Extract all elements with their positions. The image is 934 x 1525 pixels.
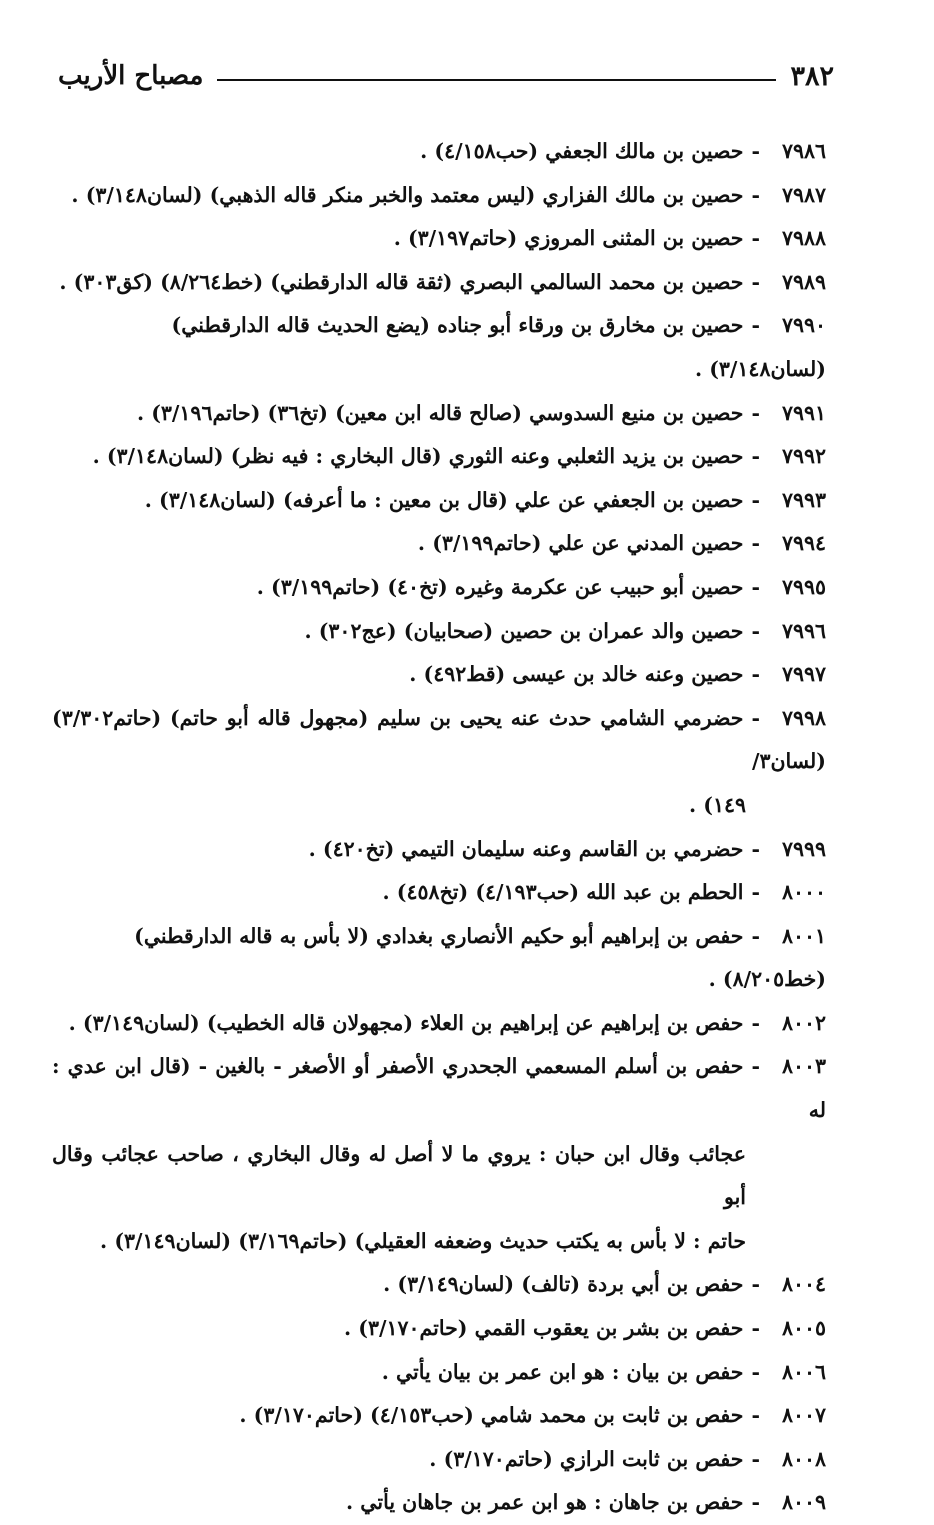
- entry-text: الحطم بن عبد الله (حب٤/١٩٣) (تخ٤٥٨) .: [382, 880, 744, 905]
- entry-7993: [52, 479, 826, 523]
- entry-dash: -: [751, 923, 760, 948]
- entry-text: حفص بن أسلم المسعمي الجحدري الأصفر أو الأصغر - بالغين - (قال ابن عدي : له: [52, 1054, 826, 1123]
- page-number: ٣٨٢: [790, 60, 834, 92]
- entry-number: ٧٩٩٢: [781, 444, 826, 469]
- entry-dash: -: [751, 1272, 760, 1297]
- entry-number: ٨٠٠٨: [781, 1446, 826, 1471]
- entry-continuation: ١٤٩) .: [688, 792, 746, 817]
- entry-dash: -: [751, 1446, 760, 1471]
- entry-text: حصين بن الجعفي عن علي (قال بن معين : ما أعرفه) (لسان٣/١٤٨) .: [144, 487, 744, 512]
- entry-text: حصين بن مالك الفزاري (ليس معتمد والخبر منكر قاله الذهبي) (لسان٣/١٤٨) .: [71, 182, 744, 207]
- entry-list: [52, 130, 826, 1525]
- entry-text: حفص بن أبي بردة (تالف) (لسان٣/١٤٩) .: [383, 1272, 744, 1297]
- entry-text: حصين بن المثنى المروزي (حاتم٣/١٩٧) .: [393, 226, 744, 251]
- entry-number: ٧٩٩٣: [781, 487, 826, 512]
- entry-7995: [52, 566, 826, 610]
- entry-8004: [52, 1263, 826, 1307]
- entry-text: حصين بن منيع السدوسي (صالح قاله ابن معين) (تخ٣٦) (حاتم٣/١٩٦) .: [136, 400, 744, 425]
- entry-7996: [52, 610, 826, 654]
- entry-number: ٧٩٨٧: [781, 182, 826, 207]
- entry-number: ٧٩٩٤: [781, 531, 826, 556]
- entry-continuation: عجائب وقال ابن حبان : يروي ما لا أصل له وقال البخاري ، صاحب عجائب وقال أبو: [52, 1141, 746, 1210]
- entry-8001: [52, 915, 826, 1002]
- entry-text: حصين بن مخارق بن ورقاء أبو جناده (يضع الحديث قاله الدارقطني) (لسان٣/١٤٨) .: [171, 313, 826, 381]
- entry-text: حضرمي الشامي حدث عنه يحيى بن سليم (مجهول قاله أبو حاتم) (حاتم٣/٣٠٢) (لسان٣/: [52, 705, 826, 774]
- entry-text: حضرمي بن القاسم وعنه سليمان التيمي (تخ٤٢٠) .: [308, 836, 744, 861]
- entry-text: حصين وعنه خالد بن عيسى (قط٤٩٢) .: [409, 662, 744, 687]
- entry-7988: [52, 217, 826, 261]
- entry-number: ٧٩٨٩: [781, 269, 826, 294]
- entry-text: حفص بن ثابت بن محمد شامي (حب٤/١٥٣) (حاتم٣/١٧٠) .: [239, 1403, 744, 1428]
- header-rule: [217, 79, 776, 81]
- entry-dash: -: [751, 139, 760, 163]
- book-title: مصباح الأريب: [58, 61, 204, 91]
- entry-8005: [52, 1307, 826, 1351]
- entry-7997: [52, 653, 826, 697]
- entry-number: ٨٠٠٣: [781, 1054, 826, 1079]
- entry-text: حفص بن إبراهيم أبو حكيم الأنصاري بغدادي (لا بأس به قاله الدارقطني) (خط٨/٢٠٥) .: [134, 923, 826, 992]
- entry-number: ٧٩٩٠: [781, 313, 826, 338]
- entry-number: ٨٠٠٤: [781, 1272, 826, 1297]
- entry-text: حفص بن إبراهيم عن إبراهيم بن العلاء (مجهولان قاله الخطيب) (لسان٣/١٤٩) .: [68, 1010, 744, 1035]
- entry-dash: -: [751, 269, 760, 294]
- entry-8009: [52, 1481, 826, 1525]
- entry-dash: -: [751, 1490, 760, 1515]
- entry-dash: -: [751, 880, 760, 905]
- entry-number: ٧٩٩٧: [781, 662, 826, 687]
- entry-number: ٧٩٨٦: [781, 139, 826, 163]
- entry-8007: [52, 1394, 826, 1438]
- entry-8000: [52, 871, 826, 915]
- entry-number: ٧٩٩٥: [781, 574, 826, 599]
- entry-8006: [52, 1351, 826, 1395]
- entry-dash: -: [751, 444, 760, 469]
- entry-number: ٨٠٠٧: [781, 1403, 826, 1428]
- entry-dash: -: [751, 836, 760, 861]
- entry-dash: -: [751, 618, 760, 643]
- entry-continuation: حاتم : لا بأس به يكتب حديث وضعفه العقيلي) (حاتم٣/١٦٩) (لسان٣/١٤٩) .: [100, 1228, 746, 1253]
- entry-text: حصين أبو حبيب عن عكرمة وغيره (تخ٤٠) (حاتم٣/١٩٩) .: [256, 574, 744, 599]
- entry-text: حصين المدني عن علي (حاتم٣/١٩٩) .: [417, 531, 744, 556]
- entry-text: حفص بن بشر بن يعقوب القمي (حاتم٣/١٧٠) .: [343, 1316, 744, 1341]
- entry-number: ٨٠٠٥: [781, 1316, 826, 1341]
- entry-number: ٧٩٩١: [781, 400, 826, 425]
- entry-text: حفص بن بيان : هو ابن عمر بن بيان يأتي .: [381, 1359, 744, 1384]
- entry-text: حفص بن جاهان : هو ابن عمر بن جاهان يأتي .: [346, 1490, 744, 1515]
- entry-number: ٨٠٠٦: [781, 1359, 826, 1384]
- entry-dash: -: [751, 531, 760, 556]
- entry-number: ٨٠٠١: [781, 923, 826, 948]
- entry-text: حصين والد عمران بن حصين (صحابيان) (عج٣٠٢) .: [304, 618, 744, 643]
- entry-7999: [52, 828, 826, 872]
- entry-dash: -: [751, 182, 760, 207]
- entry-number: ٨٠٠٢: [781, 1010, 826, 1035]
- entry-text: حفص بن ثابت الرازي (حاتم٣/١٧٠) .: [429, 1446, 744, 1471]
- entry-8002: [52, 1002, 826, 1046]
- entry-7991: [52, 392, 826, 436]
- entry-number: ٧٩٩٦: [781, 618, 826, 643]
- entry-number: ٨٠٠٠: [781, 880, 826, 905]
- entry-number: ٧٩٩٨: [781, 705, 826, 730]
- entry-dash: -: [751, 662, 760, 687]
- page-header: [58, 58, 834, 94]
- entry-7987: [52, 174, 826, 218]
- entry-dash: -: [751, 400, 760, 425]
- entry-text: حصين بن محمد السالمي البصري (ثقة قاله الدارقطني) (خط٨/٢٦٤) (كق٣٠٣) .: [59, 269, 744, 294]
- entry-number: ٧٩٨٨: [781, 226, 826, 251]
- entry-dash: -: [751, 1316, 760, 1341]
- entry-dash: -: [751, 1010, 760, 1035]
- entry-7986: [52, 130, 826, 174]
- entry-7992: [52, 435, 826, 479]
- entry-7989: [52, 261, 826, 305]
- entry-text: حصين بن يزيد الثعلبي وعنه الثوري (قال البخاري : فيه نظر) (لسان٣/١٤٨) .: [92, 444, 744, 469]
- entry-dash: -: [751, 1054, 760, 1079]
- entry-8008: [52, 1438, 826, 1482]
- entry-8003: [52, 1045, 826, 1263]
- entry-dash: -: [751, 574, 760, 599]
- entry-dash: -: [751, 487, 760, 512]
- entry-7994: [52, 522, 826, 566]
- entry-dash: -: [751, 1403, 760, 1428]
- entry-dash: -: [751, 313, 760, 338]
- entry-number: ٨٠٠٩: [781, 1490, 826, 1515]
- entry-dash: -: [751, 226, 760, 251]
- entry-7990: [52, 304, 826, 391]
- entry-7998: [52, 697, 826, 828]
- entry-number: ٧٩٩٩: [781, 836, 826, 861]
- entry-dash: -: [751, 1359, 760, 1384]
- entry-text: حصين بن مالك الجعفي (حب٤/١٥٨) .: [420, 139, 744, 163]
- entry-dash: -: [751, 705, 760, 730]
